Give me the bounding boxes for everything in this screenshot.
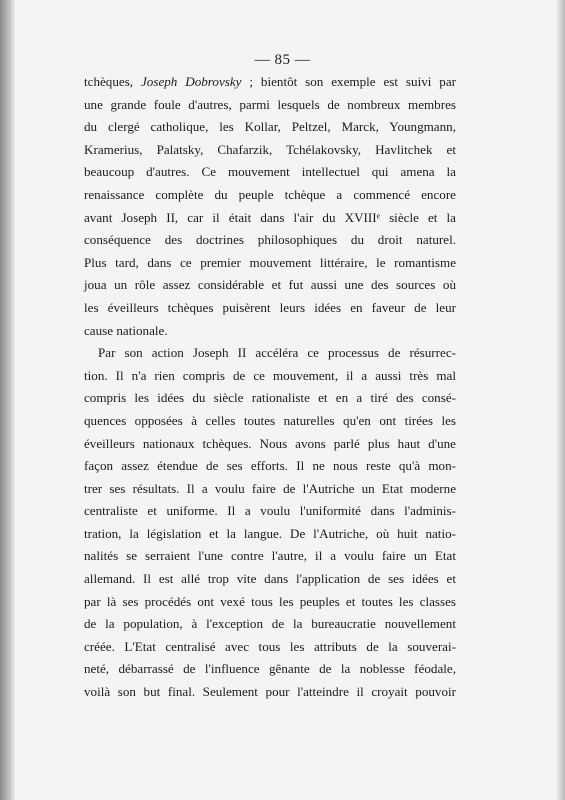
text-line: les éveilleurs tchèques puisèrent leurs idées en faveur de leur (84, 299, 456, 315)
text-line: joua un rôle assez considérable et fut aussi une des sources où (84, 277, 456, 293)
text-line: conséquence des doctrines philosophiques du droit naturel. (84, 232, 456, 248)
author-name-italic: Joseph Dobrovsky (140, 74, 242, 89)
text-line: quences opposées à celles toutes naturelles qu'en ont tirées les (84, 412, 456, 428)
text-line: beaucoup d'autres. Ce mouvement intellectuel qui amena la (84, 164, 456, 180)
page-number: — 85 — (254, 52, 311, 68)
text-line: renaissance complète du peuple tchèque a commencé encore (84, 186, 456, 202)
body-text (84, 71, 456, 704)
text-line: façon assez étendue de ses efforts. Il ne nous reste qu'à mon- (84, 458, 456, 474)
text-line: tion. Il n'a rien compris de ce mouvement, il a aussi très mal (84, 367, 456, 383)
text-line: créée. L'Etat centralisé avec tous les attributs de la souverai- (84, 638, 456, 654)
text-line: par là ses procédés ont vexé tous les peuples et toutes les classes (84, 593, 456, 609)
text-line: Par son action Joseph II accéléra ce processus de résurrec- (98, 345, 456, 361)
text-line: tchèques, Joseph Dobrovsky ; bientôt son exemple est suivi par (84, 74, 457, 89)
page-edge-shadow-left (0, 0, 15, 800)
text-line: cause nationale. (84, 322, 168, 338)
text-line: une grande foule d'autres, parmi lesquels de nombreux membres (84, 96, 456, 112)
text-line: éveilleurs nationaux tchèques. Nous avons parlé plus haut d'une (84, 435, 456, 451)
text-line: Kramerius, Palatsky, Chafarzik, Tchélakovsky, Havlitchek et (84, 141, 456, 157)
text-line: trer ses résultats. Il a voulu faire de l'Autriche un Etat moderne (84, 480, 456, 496)
page-edge-shadow-right (556, 0, 565, 800)
text-line: Plus tard, dans ce premier mouvement littéraire, le romantisme (84, 254, 456, 270)
text-line: nalités se serraient l'une contre l'autre, il a voulu faire un Etat (84, 548, 456, 564)
text-line: centraliste et uniforme. Il a voulu l'uniformité dans l'adminis- (84, 503, 456, 519)
text-line: du clergé catholique, les Kollar, Peltzel, Marck, Youngmann, (84, 119, 456, 135)
text-line: allemand. Il est allé trop vite dans l'application de ses idées et (84, 571, 456, 587)
text-line: compris les idées du siècle rationaliste et en a tiré des consé- (84, 390, 456, 406)
text-line: tration, la législation et la langue. De l'Autriche, où huit natio- (84, 525, 456, 541)
text-line: neté, débarrassé de l'influence gênante de la noblesse féodale, (84, 661, 456, 677)
text-line: avant Joseph II, car il était dans l'air du XVIIIᵉ siècle et la (84, 209, 456, 225)
text-line: voilà son but final. Seulement pour l'atteindre il croyait pouvoir (84, 684, 456, 700)
text-line: de la population, à l'exception de la bureaucratie nouvellement (84, 616, 456, 632)
